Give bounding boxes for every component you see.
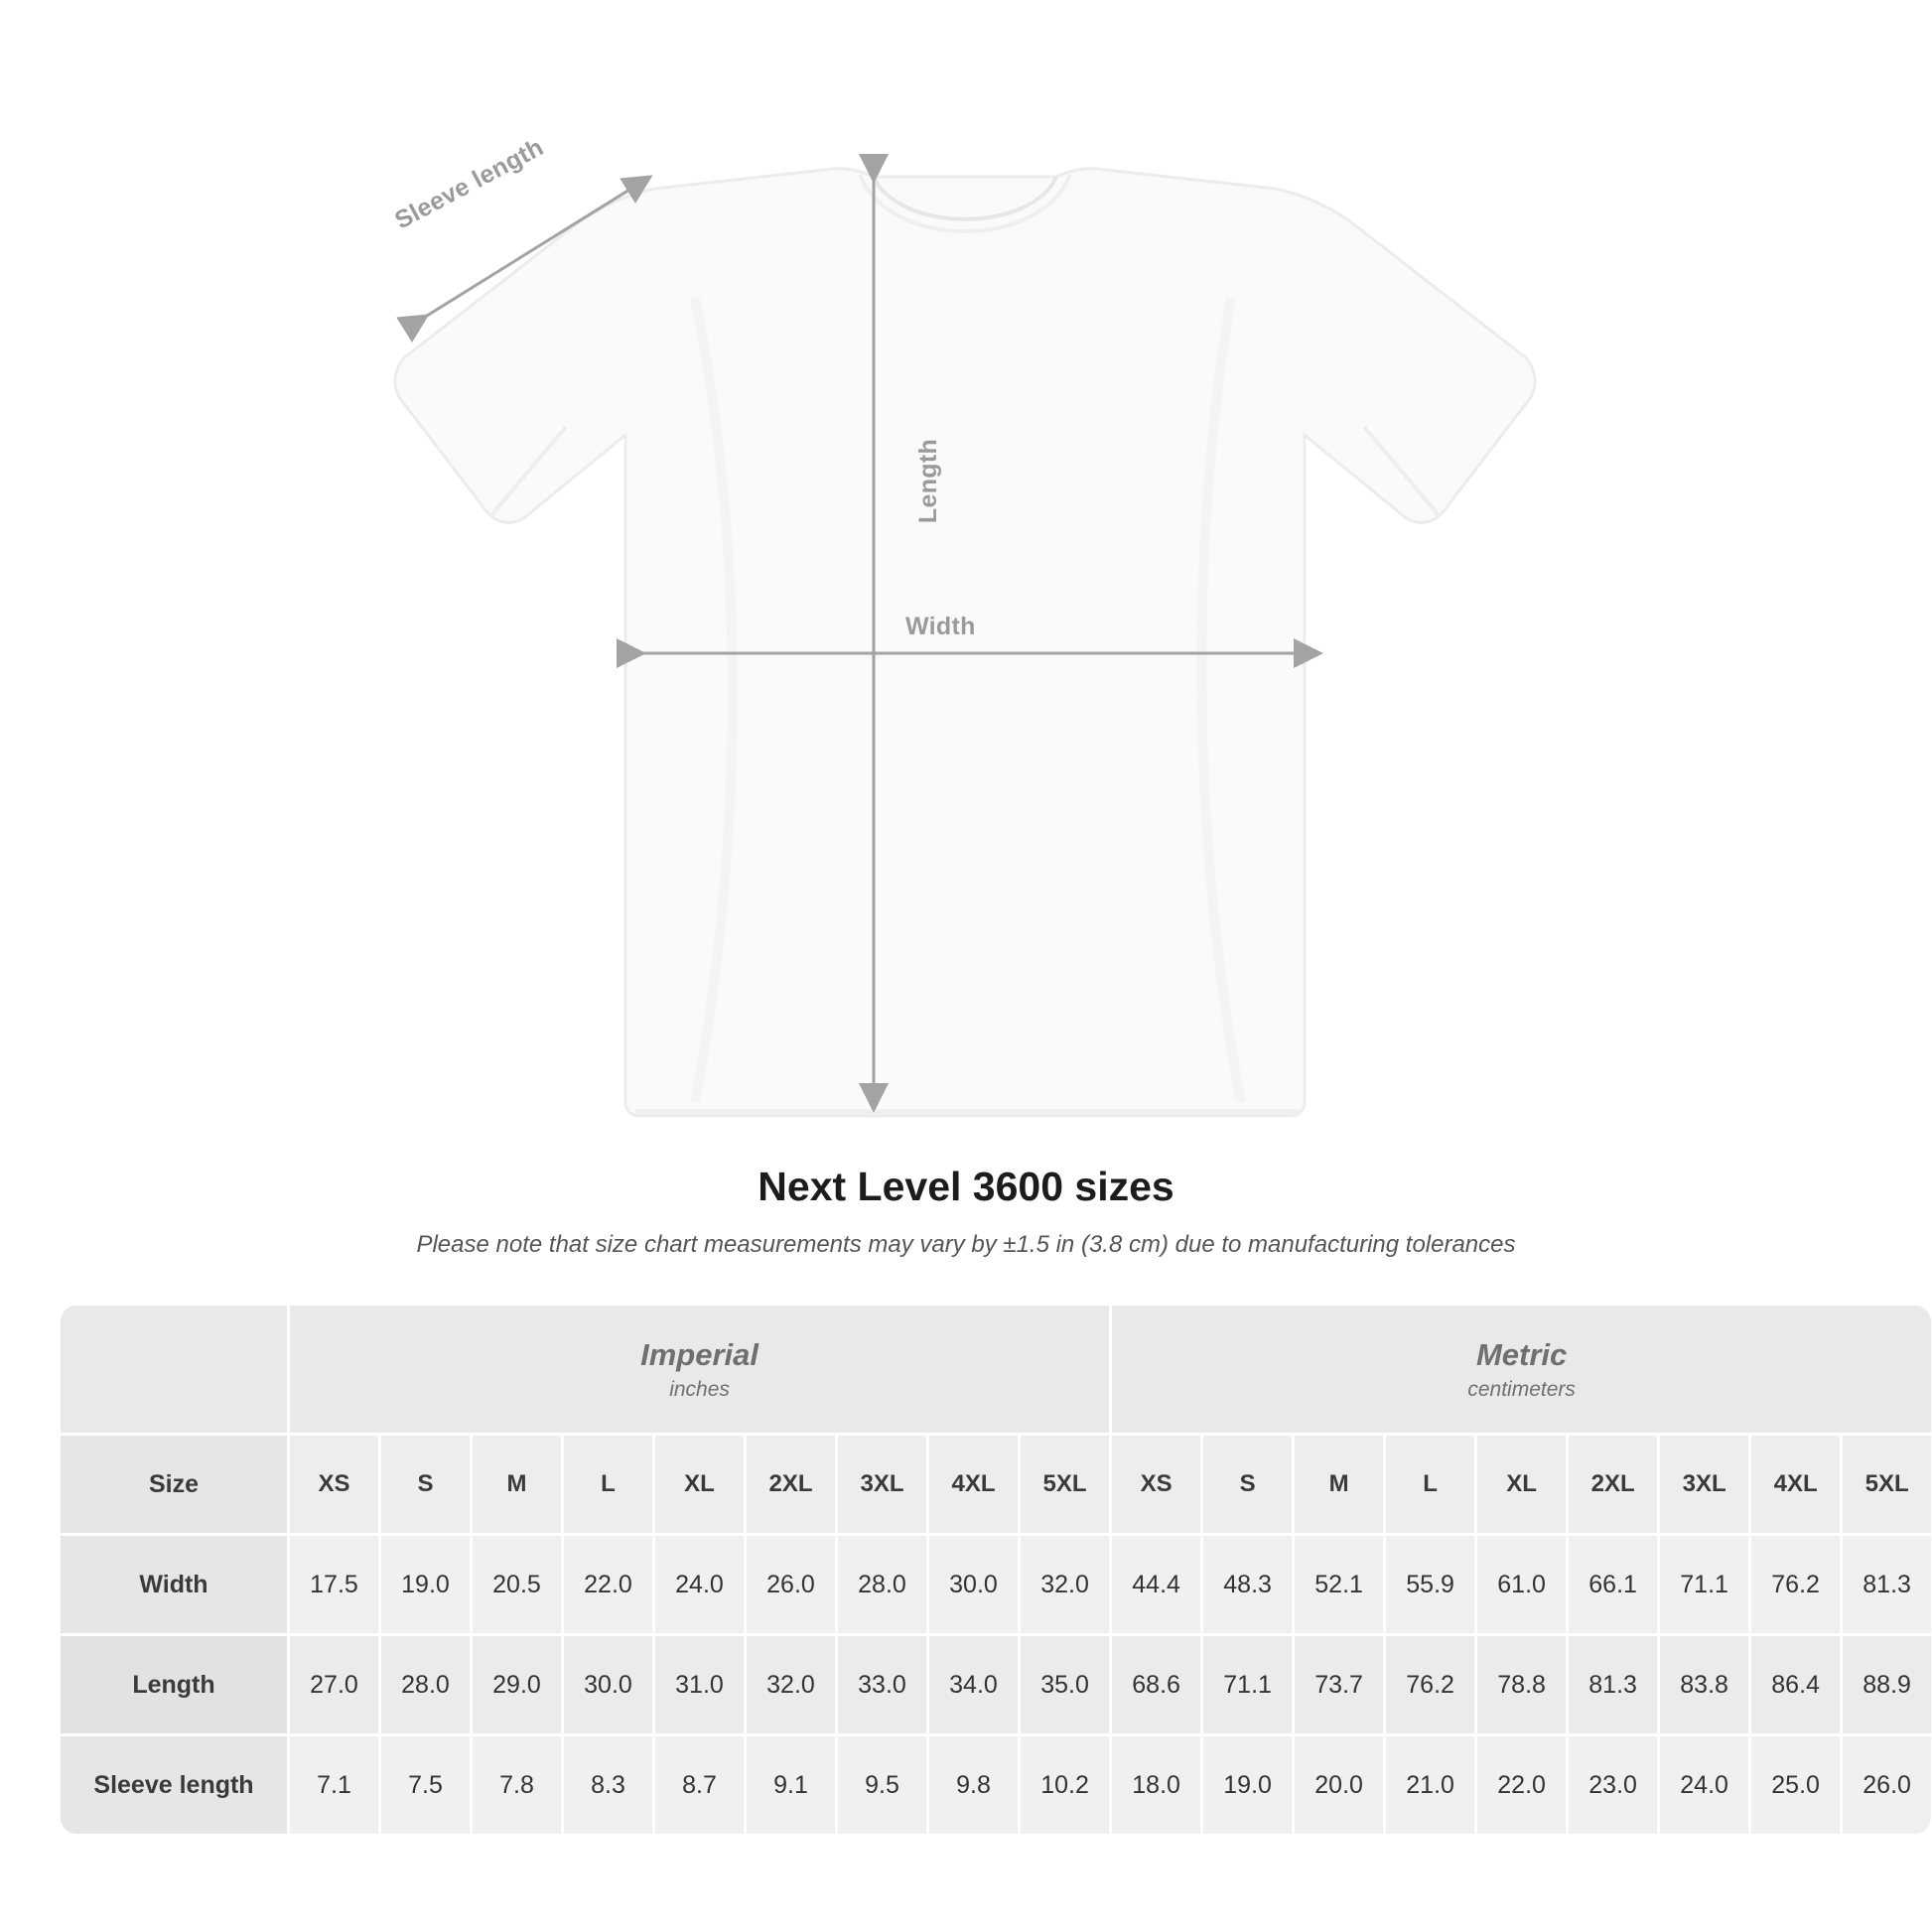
- width-label: Width: [905, 613, 976, 640]
- cell-sleeve-metric-l: 21.0: [1386, 1736, 1474, 1834]
- cell-length-imperial-l: 30.0: [564, 1636, 652, 1733]
- cell-sleeve-metric-3xl: 24.0: [1660, 1736, 1748, 1834]
- size-header-imperial-m: M: [473, 1436, 561, 1533]
- size-header-imperial-s: S: [381, 1436, 470, 1533]
- cell-length-imperial-xl: 31.0: [655, 1636, 744, 1733]
- row-label-length: Length: [61, 1636, 287, 1733]
- row-label-sleeve-length: Sleeve length: [61, 1736, 287, 1834]
- cell-width-metric-4xl: 76.2: [1751, 1536, 1840, 1633]
- cell-length-imperial-5xl: 35.0: [1021, 1636, 1109, 1733]
- cell-sleeve-imperial-xl: 8.7: [655, 1736, 744, 1834]
- table-row: [61, 1736, 1931, 1834]
- size-table-container: [58, 1303, 1911, 1837]
- cell-length-imperial-3xl: 33.0: [838, 1636, 926, 1733]
- cell-width-metric-xs: 44.4: [1112, 1536, 1200, 1633]
- cell-length-imperial-2xl: 32.0: [747, 1636, 835, 1733]
- size-header-imperial-2xl: 2XL: [747, 1436, 835, 1533]
- cell-sleeve-imperial-xs: 7.1: [290, 1736, 378, 1834]
- size-header-metric-xs: XS: [1112, 1436, 1200, 1533]
- cell-width-imperial-m: 20.5: [473, 1536, 561, 1633]
- table-row: [61, 1536, 1931, 1633]
- tolerance-note: Please note that size chart measurements may vary by ±1.5 in (3.8 cm) due to manufacturing tolerances: [416, 1231, 1516, 1258]
- cell-length-metric-4xl: 86.4: [1751, 1636, 1840, 1733]
- length-label: Length: [914, 438, 943, 524]
- size-header-metric-m: M: [1295, 1436, 1383, 1533]
- cell-length-metric-l: 76.2: [1386, 1636, 1474, 1733]
- cell-sleeve-imperial-4xl: 9.8: [929, 1736, 1018, 1834]
- cell-width-metric-5xl: 81.3: [1843, 1536, 1931, 1633]
- cell-length-metric-xs: 68.6: [1112, 1636, 1200, 1733]
- cell-width-imperial-5xl: 32.0: [1021, 1536, 1109, 1633]
- cell-sleeve-imperial-s: 7.5: [381, 1736, 470, 1834]
- cell-width-imperial-2xl: 26.0: [747, 1536, 835, 1633]
- size-header-metric-xl: XL: [1477, 1436, 1566, 1533]
- cell-width-metric-3xl: 71.1: [1660, 1536, 1748, 1633]
- cell-length-metric-3xl: 83.8: [1660, 1636, 1748, 1733]
- cell-sleeve-imperial-2xl: 9.1: [747, 1736, 835, 1834]
- cell-length-metric-xl: 78.8: [1477, 1636, 1566, 1733]
- size-header-metric-l: L: [1386, 1436, 1474, 1533]
- size-header-imperial-xs: XS: [290, 1436, 378, 1533]
- cell-length-metric-s: 71.1: [1203, 1636, 1292, 1733]
- cell-width-metric-l: 55.9: [1386, 1536, 1474, 1633]
- cell-sleeve-imperial-l: 8.3: [564, 1736, 652, 1834]
- cell-sleeve-metric-4xl: 25.0: [1751, 1736, 1840, 1834]
- unit-header-spacer: [61, 1306, 287, 1433]
- cell-length-imperial-s: 28.0: [381, 1636, 470, 1733]
- cell-sleeve-imperial-5xl: 10.2: [1021, 1736, 1109, 1834]
- size-header-imperial-4xl: 4XL: [929, 1436, 1018, 1533]
- size-header-metric-5xl: 5XL: [1843, 1436, 1931, 1533]
- unit-header-imperial: Imperial inches: [290, 1306, 1109, 1433]
- cell-width-imperial-xs: 17.5: [290, 1536, 378, 1633]
- cell-width-metric-m: 52.1: [1295, 1536, 1383, 1633]
- cell-sleeve-metric-s: 19.0: [1203, 1736, 1292, 1834]
- size-header-imperial-5xl: 5XL: [1021, 1436, 1109, 1533]
- cell-sleeve-metric-xl: 22.0: [1477, 1736, 1566, 1834]
- cell-sleeve-imperial-3xl: 9.5: [838, 1736, 926, 1834]
- sleeve-length-label: Sleeve length: [390, 133, 549, 235]
- page-title: Next Level 3600 sizes: [758, 1164, 1174, 1209]
- cell-width-imperial-l: 22.0: [564, 1536, 652, 1633]
- cell-length-metric-5xl: 88.9: [1843, 1636, 1931, 1733]
- unit-header-row: [61, 1306, 1931, 1433]
- cell-sleeve-metric-5xl: 26.0: [1843, 1736, 1931, 1834]
- cell-width-imperial-3xl: 28.0: [838, 1536, 926, 1633]
- cell-length-imperial-m: 29.0: [473, 1636, 561, 1733]
- cell-sleeve-metric-2xl: 23.0: [1569, 1736, 1657, 1834]
- cell-length-imperial-4xl: 34.0: [929, 1636, 1018, 1733]
- size-header-imperial-l: L: [564, 1436, 652, 1533]
- size-header-imperial-xl: XL: [655, 1436, 744, 1533]
- cell-width-imperial-s: 19.0: [381, 1536, 470, 1633]
- cell-length-imperial-xs: 27.0: [290, 1636, 378, 1733]
- cell-sleeve-imperial-m: 7.8: [473, 1736, 561, 1834]
- size-header-metric-3xl: 3XL: [1660, 1436, 1748, 1533]
- cell-sleeve-metric-m: 20.0: [1295, 1736, 1383, 1834]
- cell-length-metric-m: 73.7: [1295, 1636, 1383, 1733]
- table-row: [61, 1636, 1931, 1733]
- cell-width-metric-2xl: 66.1: [1569, 1536, 1657, 1633]
- unit-header-metric: Metric centimeters: [1112, 1306, 1931, 1433]
- cell-width-imperial-xl: 24.0: [655, 1536, 744, 1633]
- size-header-metric-2xl: 2XL: [1569, 1436, 1657, 1533]
- size-header-imperial-3xl: 3XL: [838, 1436, 926, 1533]
- size-label: Size: [61, 1436, 287, 1533]
- cell-sleeve-metric-xs: 18.0: [1112, 1736, 1200, 1834]
- cell-width-metric-xl: 61.0: [1477, 1536, 1566, 1633]
- size-table: [58, 1303, 1932, 1837]
- size-header-metric-s: S: [1203, 1436, 1292, 1533]
- size-header-metric-4xl: 4XL: [1751, 1436, 1840, 1533]
- size-header-row: [61, 1436, 1931, 1533]
- row-label-width: Width: [61, 1536, 287, 1633]
- cell-width-metric-s: 48.3: [1203, 1536, 1292, 1633]
- tshirt-shape: [395, 169, 1535, 1116]
- cell-width-imperial-4xl: 30.0: [929, 1536, 1018, 1633]
- cell-length-metric-2xl: 81.3: [1569, 1636, 1657, 1733]
